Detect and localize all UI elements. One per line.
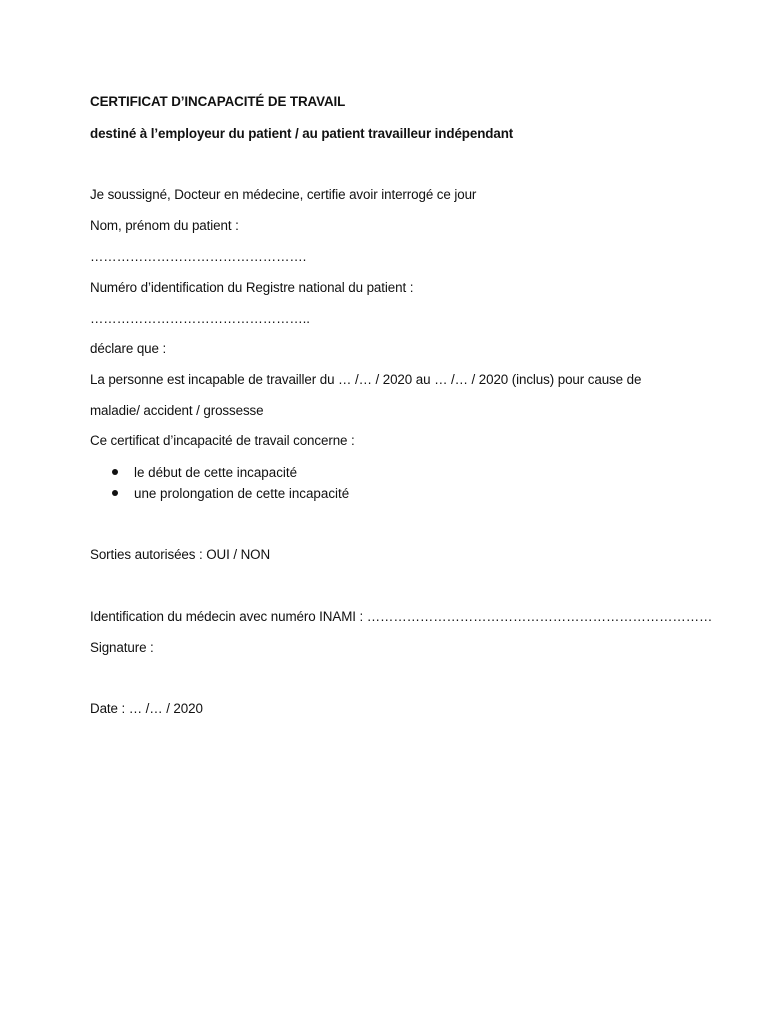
registry-number-blank: …………………………………………..: [90, 311, 310, 326]
list-item: [112, 464, 297, 482]
outings-allowed-text: Sorties autorisées : OUI / NON: [90, 547, 271, 562]
patient-name-label: Nom, prénom du patient :: [90, 218, 239, 233]
incapacity-statement-line1: La personne est incapable de travailler du … /… / 2020 au … /… / 2020 (inclus) pour cause de: [90, 372, 642, 387]
doctor-identification-text: Identification du médecin avec numéro INAMI : ……………………………………………………………………: [90, 609, 713, 624]
incapacity-statement-line2: maladie/ accident / grossesse: [90, 403, 264, 418]
patient-name-blank: ………………………………………….: [90, 249, 307, 264]
date-text: Date : … /… / 2020: [90, 701, 203, 716]
document-subtitle: destiné à l’employeur du patient / au patient travailleur indépendant: [90, 126, 514, 141]
option-start-label: le début de cette incapacité: [134, 465, 298, 480]
intro-text: Je soussigné, Docteur en médecine, certifie avoir interrogé ce jour: [90, 187, 477, 202]
signature-label: Signature :: [90, 640, 154, 655]
bullet-icon: [112, 469, 118, 475]
option-extension-label: une prolongation de cette incapacité: [134, 486, 350, 501]
concerns-text: Ce certificat d’incapacité de travail concerne :: [90, 433, 355, 448]
registry-number-label: Numéro d’identification du Registre national du patient :: [90, 280, 414, 295]
list-item: [112, 485, 349, 503]
bullet-icon: [112, 490, 118, 496]
declares-text: déclare que :: [90, 341, 167, 356]
document-title: CERTIFICAT D’INCAPACITÉ DE TRAVAIL: [90, 94, 346, 109]
